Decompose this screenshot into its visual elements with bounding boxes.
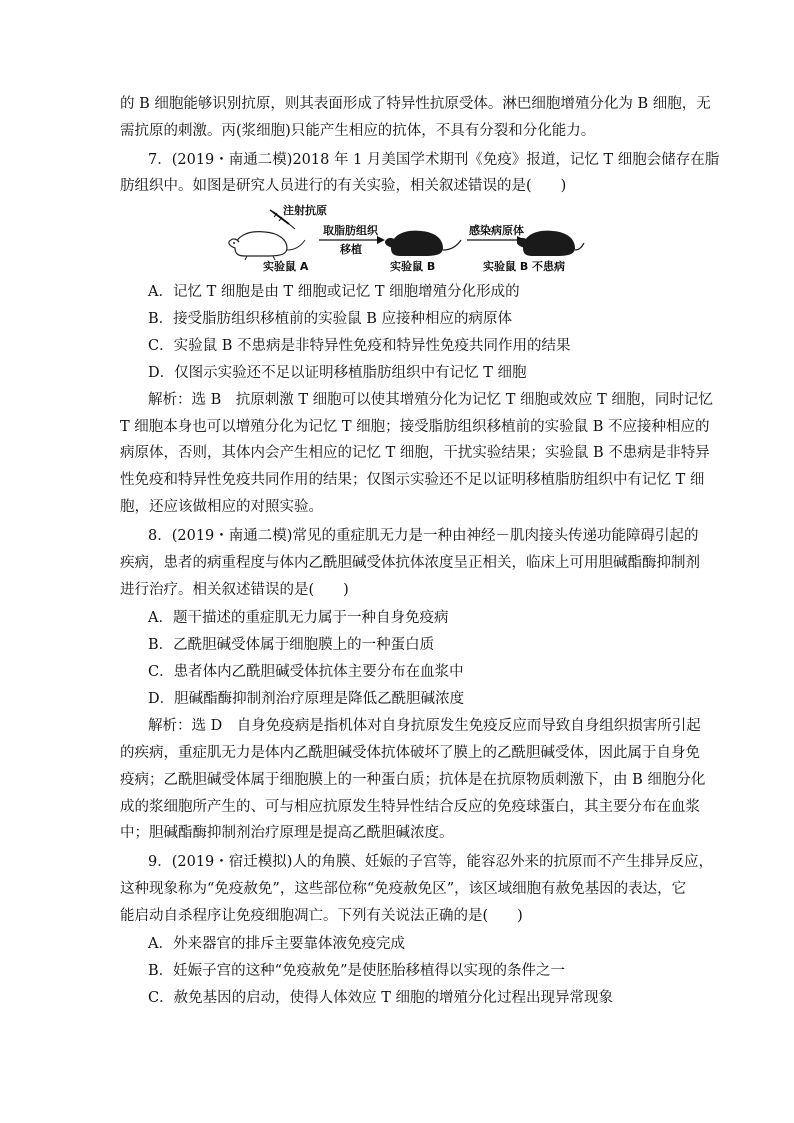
mouse-a-label: 实验鼠 A [263,260,309,273]
option-c: C．患者体内乙酰胆碱受体抗体主要分布在血浆中 [148,664,464,680]
analysis-line: 成的浆细胞所产生的、可与相应抗原发生特异性结合反应的免疫球蛋白，其主要分布在血浆 [120,799,700,815]
analysis-line: 胞，还应该做相应的对照实验。 [120,499,323,515]
option-b: B．乙酰胆碱受体属于细胞膜上的一种蛋白质 [148,637,435,653]
mouse-c-label: 实验鼠 B 不患病 [483,260,566,273]
option-b: B．妊娠子宫的这种“免疫赦免”是使胚胎移植得以实现的条件之一 [148,963,565,979]
option-c: C．实验鼠 B 不患病是非特异性免疫和特异性免疫共同作用的结果 [148,338,571,354]
question-8-stem: 8．(2019・南通二模)常见的重症肌无力是一种由神经－肌肉接头传递功能障碍引起的 [148,528,699,544]
question-9-stem: 能启动自杀程序让免疫细胞凋亡。下列有关说法正确的是( ) [120,908,523,924]
mouse-b-label: 实验鼠 B [390,260,436,273]
question-8-stem: 疾病，患者的病重程度与体内乙酰胆碱受体抗体浓度呈正相关，临床上可用胆碱酯酶抑制剂 [120,555,700,571]
analysis-line: 解析：选 B 抗原刺激 T 细胞可以使其增殖分化为记忆 T 细胞或效应 T 细胞，同时记忆 [148,392,713,408]
analysis-line: 中；胆碱酯酶抑制剂治疗原理是提高乙酰胆碱浓度。 [120,825,454,841]
mouse-a-icon [229,232,305,260]
experiment-figure [225,198,585,276]
arrow-2 [467,236,525,244]
text-line: 需抗原的刺激。丙(浆细胞)只能产生相应的抗体，不具有分裂和分化能力。 [120,123,596,139]
arrow-1-label-top: 取脂肪组织 [323,224,378,237]
analysis-line: 病原体，否则，其体内会产生相应的记忆 T 细胞，干扰实验结果；实验鼠 B 不患病是非特异 [120,445,710,461]
option-a: A．外来器官的排斥主要靠体液免疫完成 [148,936,405,952]
mouse-b-icon [385,231,461,256]
option-d: D．仅图示实验还不足以证明移植脂肪组织中有记忆 T 细胞 [148,365,527,381]
option-d: D．胆碱酯酶抑制剂治疗原理是降低乙酰胆碱浓度 [148,691,465,707]
analysis-line: 性免疫和特异性免疫共同作用的结果；仅图示实验还不足以证明移植脂肪组织中有记忆 T 细 [120,472,705,488]
arrow-2-label-top: 感染病原体 [469,224,524,237]
option-b: B．接受脂肪组织移植前的实验鼠 B 应接种相应的病原体 [148,311,513,327]
question-8-stem: 进行治疗。相关叙述错误的是( ) [120,582,349,598]
option-c: C．赦免基因的启动，使得人体效应 T 细胞的增殖分化过程出现异常现象 [148,990,613,1006]
inject-antigen-label: 注射抗原 [283,204,327,217]
analysis-line: 的疾病，重症肌无力是体内乙酰胆碱受体抗体破坏了膜上的乙酰胆碱受体，因此属于自身免 [120,745,700,761]
question-7-stem: 7．(2019・南通二模)2018 年 1 月美国学术期刊《免疫》报道，记忆 T 细胞会储存在脂 [148,152,720,168]
mouse-c-icon [517,231,584,256]
question-9-stem: 这种现象称为“免疫赦免”，这些部位称“免疫赦免区”，该区域细胞有赦免基因的表达，它 [120,881,687,897]
text-line: 的 B 细胞能够识别抗原，则其表面形成了特异性抗原受体。淋巴细胞增殖分化为 B 细胞，无 [120,96,711,112]
analysis-line: 解析：选 D 自身免疫病是指机体对自身抗原发生免疫反应而导致自身组织损害所引起 [148,718,701,734]
question-7-stem: 肪组织中。如图是研究人员进行的有关实验，相关叙述错误的是( ) [120,178,567,194]
arrow-1-label-bottom: 移植 [340,243,362,256]
option-a: A．题干描述的重症肌无力属于一种自身免疫病 [148,610,449,626]
question-9-stem: 9．(2019・宿迁模拟)人的角膜、妊娠的子宫等，能容忍外来的抗原而不产生排异反应， [148,854,713,870]
option-a: A．记忆 T 细胞是由 T 细胞或记忆 T 细胞增殖分化形成的 [148,284,520,300]
analysis-line: T 细胞本身也可以增殖分化为记忆 T 细胞；接受脂肪组织移植前的实验鼠 B 不应接种相应的 [120,419,710,435]
analysis-line: 疫病；乙酰胆碱受体属于细胞膜上的一种蛋白质；抗体是在抗原物质刺激下，由 B 细胞分化 [120,772,706,788]
